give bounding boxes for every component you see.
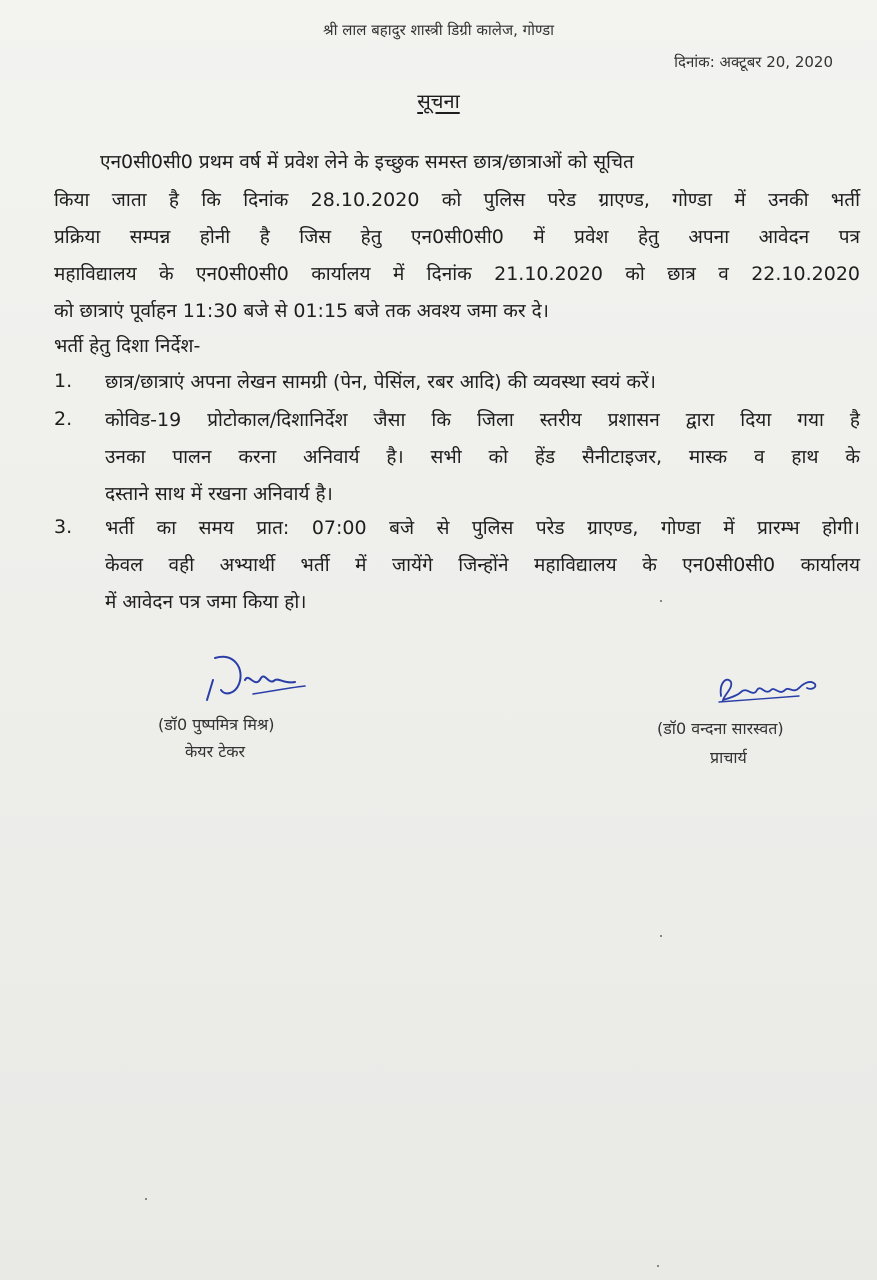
notice-date: दिनांक: अक्टूबर 20, 2020 xyxy=(674,53,833,71)
left-signatory-name: (डॉ0 पुष्पमित्र मिश्र) xyxy=(158,715,275,734)
paper-speck xyxy=(660,600,662,602)
list-item-number: 1. xyxy=(54,370,73,392)
paragraph-line: महाविद्यालय के एन0सी0सी0 कार्यालय में दिनांक 21.10.2020 को छात्र व 22.10.2020 xyxy=(54,263,860,285)
paragraph-line: किया जाता है कि दिनांक 28.10.2020 को पुलिस परेड ग्राएण्ड, गोण्डा में उनकी भर्ती xyxy=(54,189,860,211)
list-item-line: भर्ती का समय प्रात: 07:00 बजे से पुलिस परेड ग्राएण्ड, गोण्डा में प्रारम्भ होगी। xyxy=(105,517,860,539)
paper-speck xyxy=(145,1198,147,1200)
left-signatory-designation: केयर टेकर xyxy=(185,742,246,761)
college-header: श्री लाल बहादुर शास्त्री डिग्री कालेज, गोण्डा xyxy=(322,21,555,39)
list-item-line: केवल वही अभ्यार्थी भर्ती में जायेंगे जिन्होंने महाविद्यालय के एन0सी0सी0 कार्यालय xyxy=(105,554,860,576)
list-item-line: में आवेदन पत्र जमा किया हो। xyxy=(105,591,307,613)
paragraph-line: एन0सी0सी0 प्रथम वर्ष में प्रवेश लेने के इच्छुक समस्त छात्र/छात्राओं को सूचित xyxy=(100,151,634,173)
list-item-line: दस्ताने साथ में रखना अनिवार्य है। xyxy=(105,483,333,505)
list-item-number: 3. xyxy=(54,516,73,538)
signature-left xyxy=(195,650,310,705)
signature-right xyxy=(715,672,825,708)
paragraph-line: प्रक्रिया सम्पन्न होनी है जिस हेतु एन0सी0सी0 में प्रवेश हेतु अपना आवेदन पत्र xyxy=(54,226,860,248)
guidelines-heading: भर्ती हेतु दिशा निर्देश- xyxy=(54,335,201,357)
paper-speck xyxy=(657,1265,659,1267)
list-item-line: उनका पालन करना अनिवार्य है। सभी को हेंड सैनीटाइजर, मास्क व हाथ के xyxy=(105,446,860,468)
list-item-number: 2. xyxy=(54,408,73,430)
paper-speck xyxy=(660,935,662,937)
right-signatory-designation: प्राचार्य xyxy=(710,748,747,767)
notice-title: सूचना xyxy=(417,89,460,113)
list-item-line: कोविड-19 प्रोटोकाल/दिशानिर्देश जैसा कि जिला स्तरीय प्रशासन द्वारा दिया गया है xyxy=(105,409,860,431)
right-signatory-name: (डॉ0 वन्दना सारस्वत) xyxy=(657,719,784,738)
list-item-line: छात्र/छात्राएं अपना लेखन सामग्री (पेन, पेसिंल, रबर आदि) की व्यवस्था स्वयं करें। xyxy=(105,371,656,393)
paragraph-line: को छात्राएं पूर्वाहन 11:30 बजे से 01:15 बजे तक अवश्य जमा कर दे। xyxy=(54,300,549,322)
